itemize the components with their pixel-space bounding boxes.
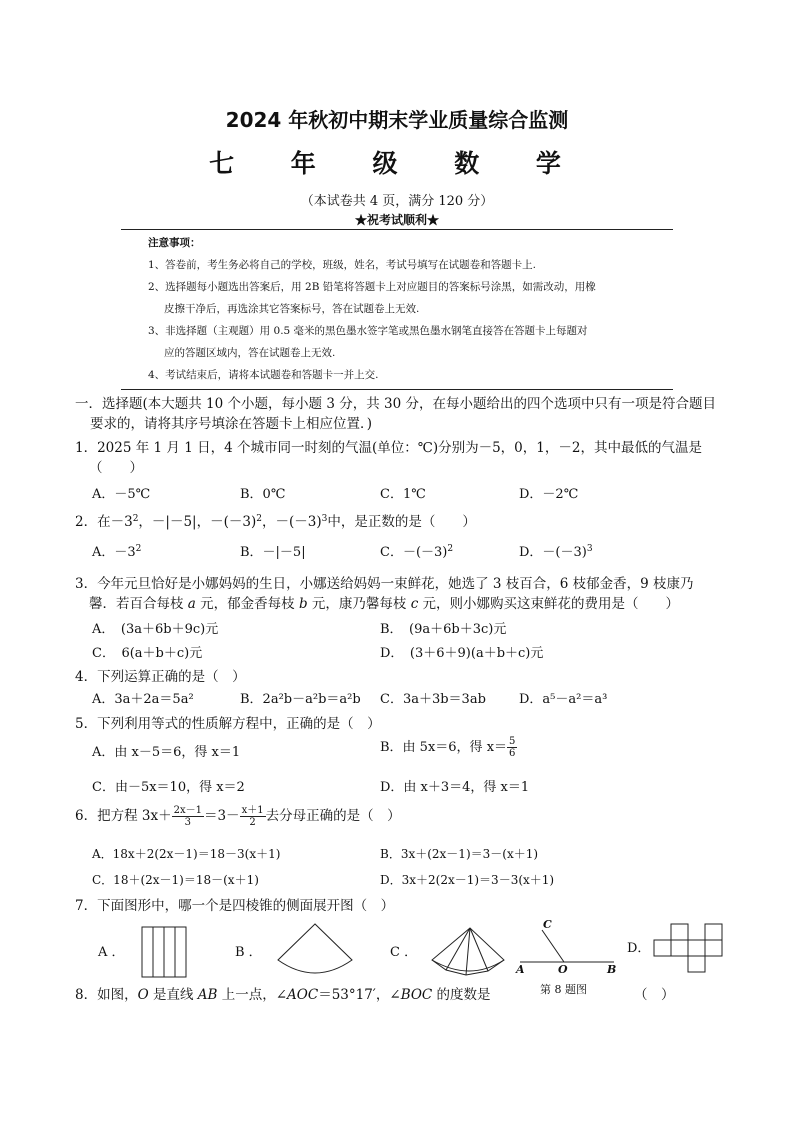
q3-option-d[interactable]: D． (3＋6＋9)(a＋b＋c)元 [380, 646, 544, 661]
exam-wish: ★祝考试顺利★ [354, 213, 439, 227]
question-5-stem: 5．下列利用等式的性质解方程中，正确的是（ ） [75, 716, 381, 732]
q8-figure-caption: 第 8 题图 [540, 983, 587, 996]
q3-option-c[interactable]: C． 6(a＋b＋c)元 [92, 646, 203, 661]
q4-option-d[interactable]: D．a⁵－a²＝a³ [519, 692, 608, 707]
section-1-line-1: 一．选择题(本大题共 10 个小题，每小题 3 分，共 30 分，在每小题给出的四个选项中只有一项是符合题目 [75, 396, 716, 412]
q7-option-c-label[interactable]: C ． [390, 945, 418, 960]
q7-option-d-label[interactable]: D． [627, 941, 651, 956]
exam-subject: 七 年 级 数 学 [209, 149, 585, 178]
q2-exp-1: 2 [132, 514, 139, 524]
question-8-paren: （ ） [634, 987, 675, 1003]
q4-option-c[interactable]: C．3a＋3b＝3ab [380, 692, 486, 707]
notice-item-3-cont: 应的答题区域内，答在试题卷上无效. [164, 347, 336, 359]
question-6-stem [75, 805, 401, 828]
question-1-paren: （ ） [89, 460, 143, 476]
q5-option-a[interactable]: A．由 x－5＝6，得 x＝1 [92, 745, 241, 760]
exam-info: （本试卷共 4 页，满分 120 分） [300, 194, 494, 209]
question-3-line-1: 3．今年元旦恰好是小娜妈妈的生日，小娜送给妈妈一束鲜花，她选了 3 枝百合，6 枝郁金香，9 枝康乃 [75, 576, 694, 592]
q5-option-c[interactable]: C．由－5x＝10，得 x＝2 [92, 780, 245, 795]
q6-option-d[interactable]: D．3x＋2(2x－1)＝3－3(x＋1) [380, 873, 555, 887]
question-8-stem: 8．如图，O 是直线 AB 上一点，∠AOC＝53°17′，∠BOC 的度数是 [75, 987, 491, 1003]
q2-option-d[interactable]: D．$-(-3)^3$ [519, 544, 593, 560]
q8-point-c: C [543, 918, 552, 931]
q2-stem-part-3: ，－(－3) [261, 514, 322, 530]
q3-option-b[interactable]: B． (9a＋6b＋3c)元 [380, 622, 507, 637]
question-3 [75, 574, 735, 614]
q2-exp-2: 2 [256, 514, 262, 524]
section-1-heading [75, 394, 735, 434]
q6-stem-part-1: 6．把方程 3x＋ [75, 808, 172, 824]
notice-item-2: 2、选择题每小题选出答案后，用 2B 铅笔将答题卡上对应题目的答案标号涂黑，如需改动，用橡 [148, 281, 596, 293]
notice-item-1: 1、答卷前，考生务必将自己的学校，班级，姓名，考试号填写在试题卷和答题卡上. [148, 259, 537, 271]
q1-option-c[interactable]: C．1℃ [380, 487, 426, 502]
q6-option-b[interactable]: B．3x＋(2x－1)＝3－(x＋1) [380, 847, 539, 861]
exam-title: 2024 年秋初中期末学业质量综合监测 [225, 108, 569, 132]
question-1 [75, 438, 735, 478]
notice-item-2-cont: 皮擦干净后，再选涂其它答案标号，答在试题卷上无效. [164, 303, 420, 315]
q6-option-a[interactable]: A．18x＋2(2x－1)＝18－3(x＋1) [92, 847, 281, 861]
question-2-stem [75, 512, 476, 532]
q7-option-c-figure[interactable] [428, 924, 508, 980]
q4-option-b[interactable]: B．2a²b－a²b＝a²b [240, 692, 361, 707]
q7-option-a-label[interactable]: A ． [98, 945, 125, 960]
notice-bottom-divider [121, 389, 673, 390]
question-1-stem: 1．2025 年 1 月 1 日，4 个城市同一时刻的气温(单位：℃)分别为－5，0，1，－2，其中最低的气温是 [75, 440, 702, 456]
q1-option-d[interactable]: D．－2℃ [519, 487, 579, 502]
q1-option-a[interactable]: A．－5℃ [92, 487, 151, 502]
q8-point-a: A [516, 963, 525, 976]
q6-option-c[interactable]: C．18＋(2x－1)＝18－(x＋1) [92, 873, 259, 887]
q7-option-b-label[interactable]: B ． [235, 945, 262, 960]
q2-stem-part-4: 中，是正数的是（ ） [327, 514, 476, 530]
notice-item-3: 3、非选择题（主观题）用 0.5 毫米的黑色墨水签字笔或黑色墨水钢笔直接答在答题卡上每题对 [148, 325, 588, 337]
notice-block [148, 232, 673, 386]
q5-option-d[interactable]: D．由 x＋3＝4，得 x＝1 [380, 780, 530, 795]
q8-point-o: O [558, 963, 568, 976]
q2-exp-3: 3 [321, 514, 328, 524]
q3-option-a[interactable]: A． (3a＋6b＋9c)元 [92, 622, 219, 637]
q2-option-c[interactable]: C．$-(-3)^2$ [380, 544, 454, 560]
q4-option-a[interactable]: A．3a＋2a＝5a² [92, 692, 194, 707]
q2-stem-part-1: 2．在－3 [75, 514, 133, 530]
notice-top-divider [121, 229, 673, 230]
question-3-line-2: 馨．若百合每枝 a 元，郁金香每枝 b 元，康乃馨每枝 c 元，则小娜购买这束鲜花的费用是（ ） [89, 596, 680, 612]
question-4-stem: 4．下列运算正确的是（ ） [75, 669, 246, 685]
q1-option-b[interactable]: B．0℃ [240, 487, 286, 502]
notice-heading: 注意事项： [148, 237, 201, 249]
q8-point-b: B [607, 963, 617, 976]
q6-stem-part-2: ＝3－ [203, 808, 240, 824]
q5-option-b[interactable]: B．由 5x＝6，得 x＝ $\frac{5}{6}$ [380, 736, 516, 759]
notice-item-4: 4、考试结束后，请将本试题卷和答题卡一并上交. [148, 369, 379, 381]
q6-fraction-1: $\frac{2x-1}{3}$ [173, 805, 202, 828]
q6-fraction-2: $\frac{x+1}{2}$ [241, 805, 264, 828]
section-1-line-2: 要求的，请将其序号填涂在答题卡上相应位置．) [90, 416, 373, 432]
q7-option-a-figure[interactable] [140, 925, 188, 979]
q2-option-b[interactable]: B．－|－5| [240, 545, 306, 560]
q6-stem-part-3: 去分母正确的是（ ） [265, 808, 401, 824]
question-7-stem: 7．下面图形中，哪一个是四棱锥的侧面展开图（ ） [75, 898, 395, 914]
q5-option-b-fraction: $\frac{5}{6}$ [509, 736, 516, 759]
q2-stem-part-2: ，－|－5|，－(－3) [138, 514, 257, 530]
q7-option-b-figure[interactable] [272, 920, 358, 980]
q7-option-d-figure[interactable] [652, 922, 724, 976]
q2-option-a[interactable]: A．$-3^2$ [92, 544, 142, 560]
